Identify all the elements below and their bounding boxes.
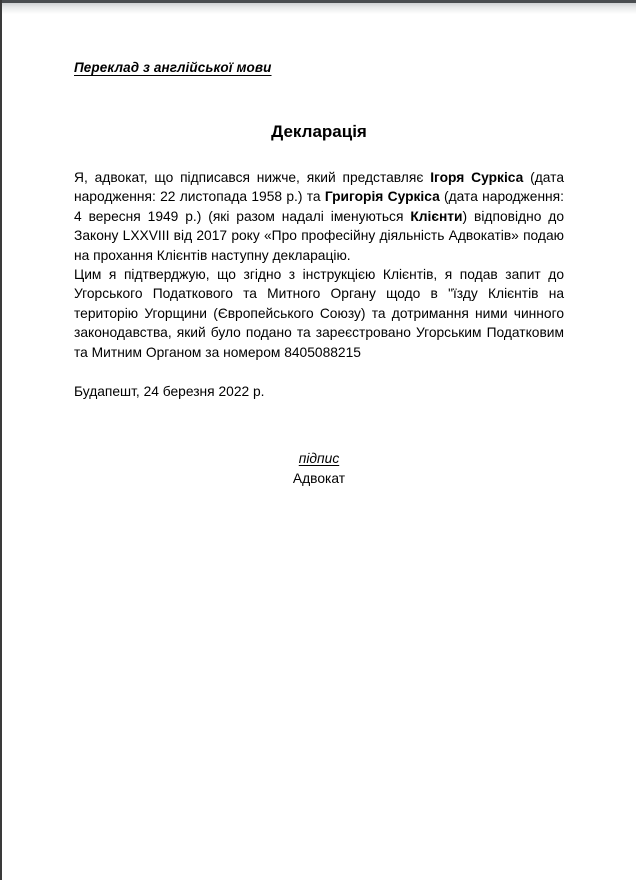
clients-defined-term: Клієнти — [410, 208, 463, 224]
paragraph-two: Цим я підтверджую, що згідно з інструкцією Клієнтів, я подав запит до Угорського Податкового та Митного Органу щодо в "їзду Клієнтів на територію Угорщини (Європейського Союзу) та дотримання ними чинного законодавства, який було подано та зареєстровано Угорським Податковим та Митним Органом за номером 8405088215 — [74, 267, 564, 360]
page-title: Декларація — [271, 122, 367, 141]
document-content — [74, 0, 564, 488]
paragraph-one-run-1: Я, адвокат, що підписався нижче, який представляє — [74, 170, 431, 185]
paragraph-one-run-4: ) відповідно до Закону LXXVIII від 2017 року «Про професійну діяльність Адвокатів» подаю на прохання Клієнтів наступну декларацію. — [74, 208, 564, 263]
signature-role: Адвокат — [292, 470, 346, 486]
place-and-date: Будапешт, 24 березня 2022 р. — [74, 384, 265, 400]
client-name-second: Григорія Суркіса — [324, 189, 440, 205]
signature-label: підпис — [298, 451, 340, 467]
paragraph-one-run-2: (дата народження: 22 листопада 1958 р.) та — [74, 170, 565, 205]
signature-block — [74, 449, 564, 488]
paragraph-one-run-3: (дата народження: 4 вересня 1949 р.) (які разом надалі іменуються — [74, 189, 564, 224]
paragraph-one — [74, 168, 564, 265]
declaration-body — [74, 168, 564, 362]
client-name-first: Ігоря Суркіса — [430, 170, 524, 185]
translation-note: Переклад з англійської мови — [74, 60, 272, 75]
